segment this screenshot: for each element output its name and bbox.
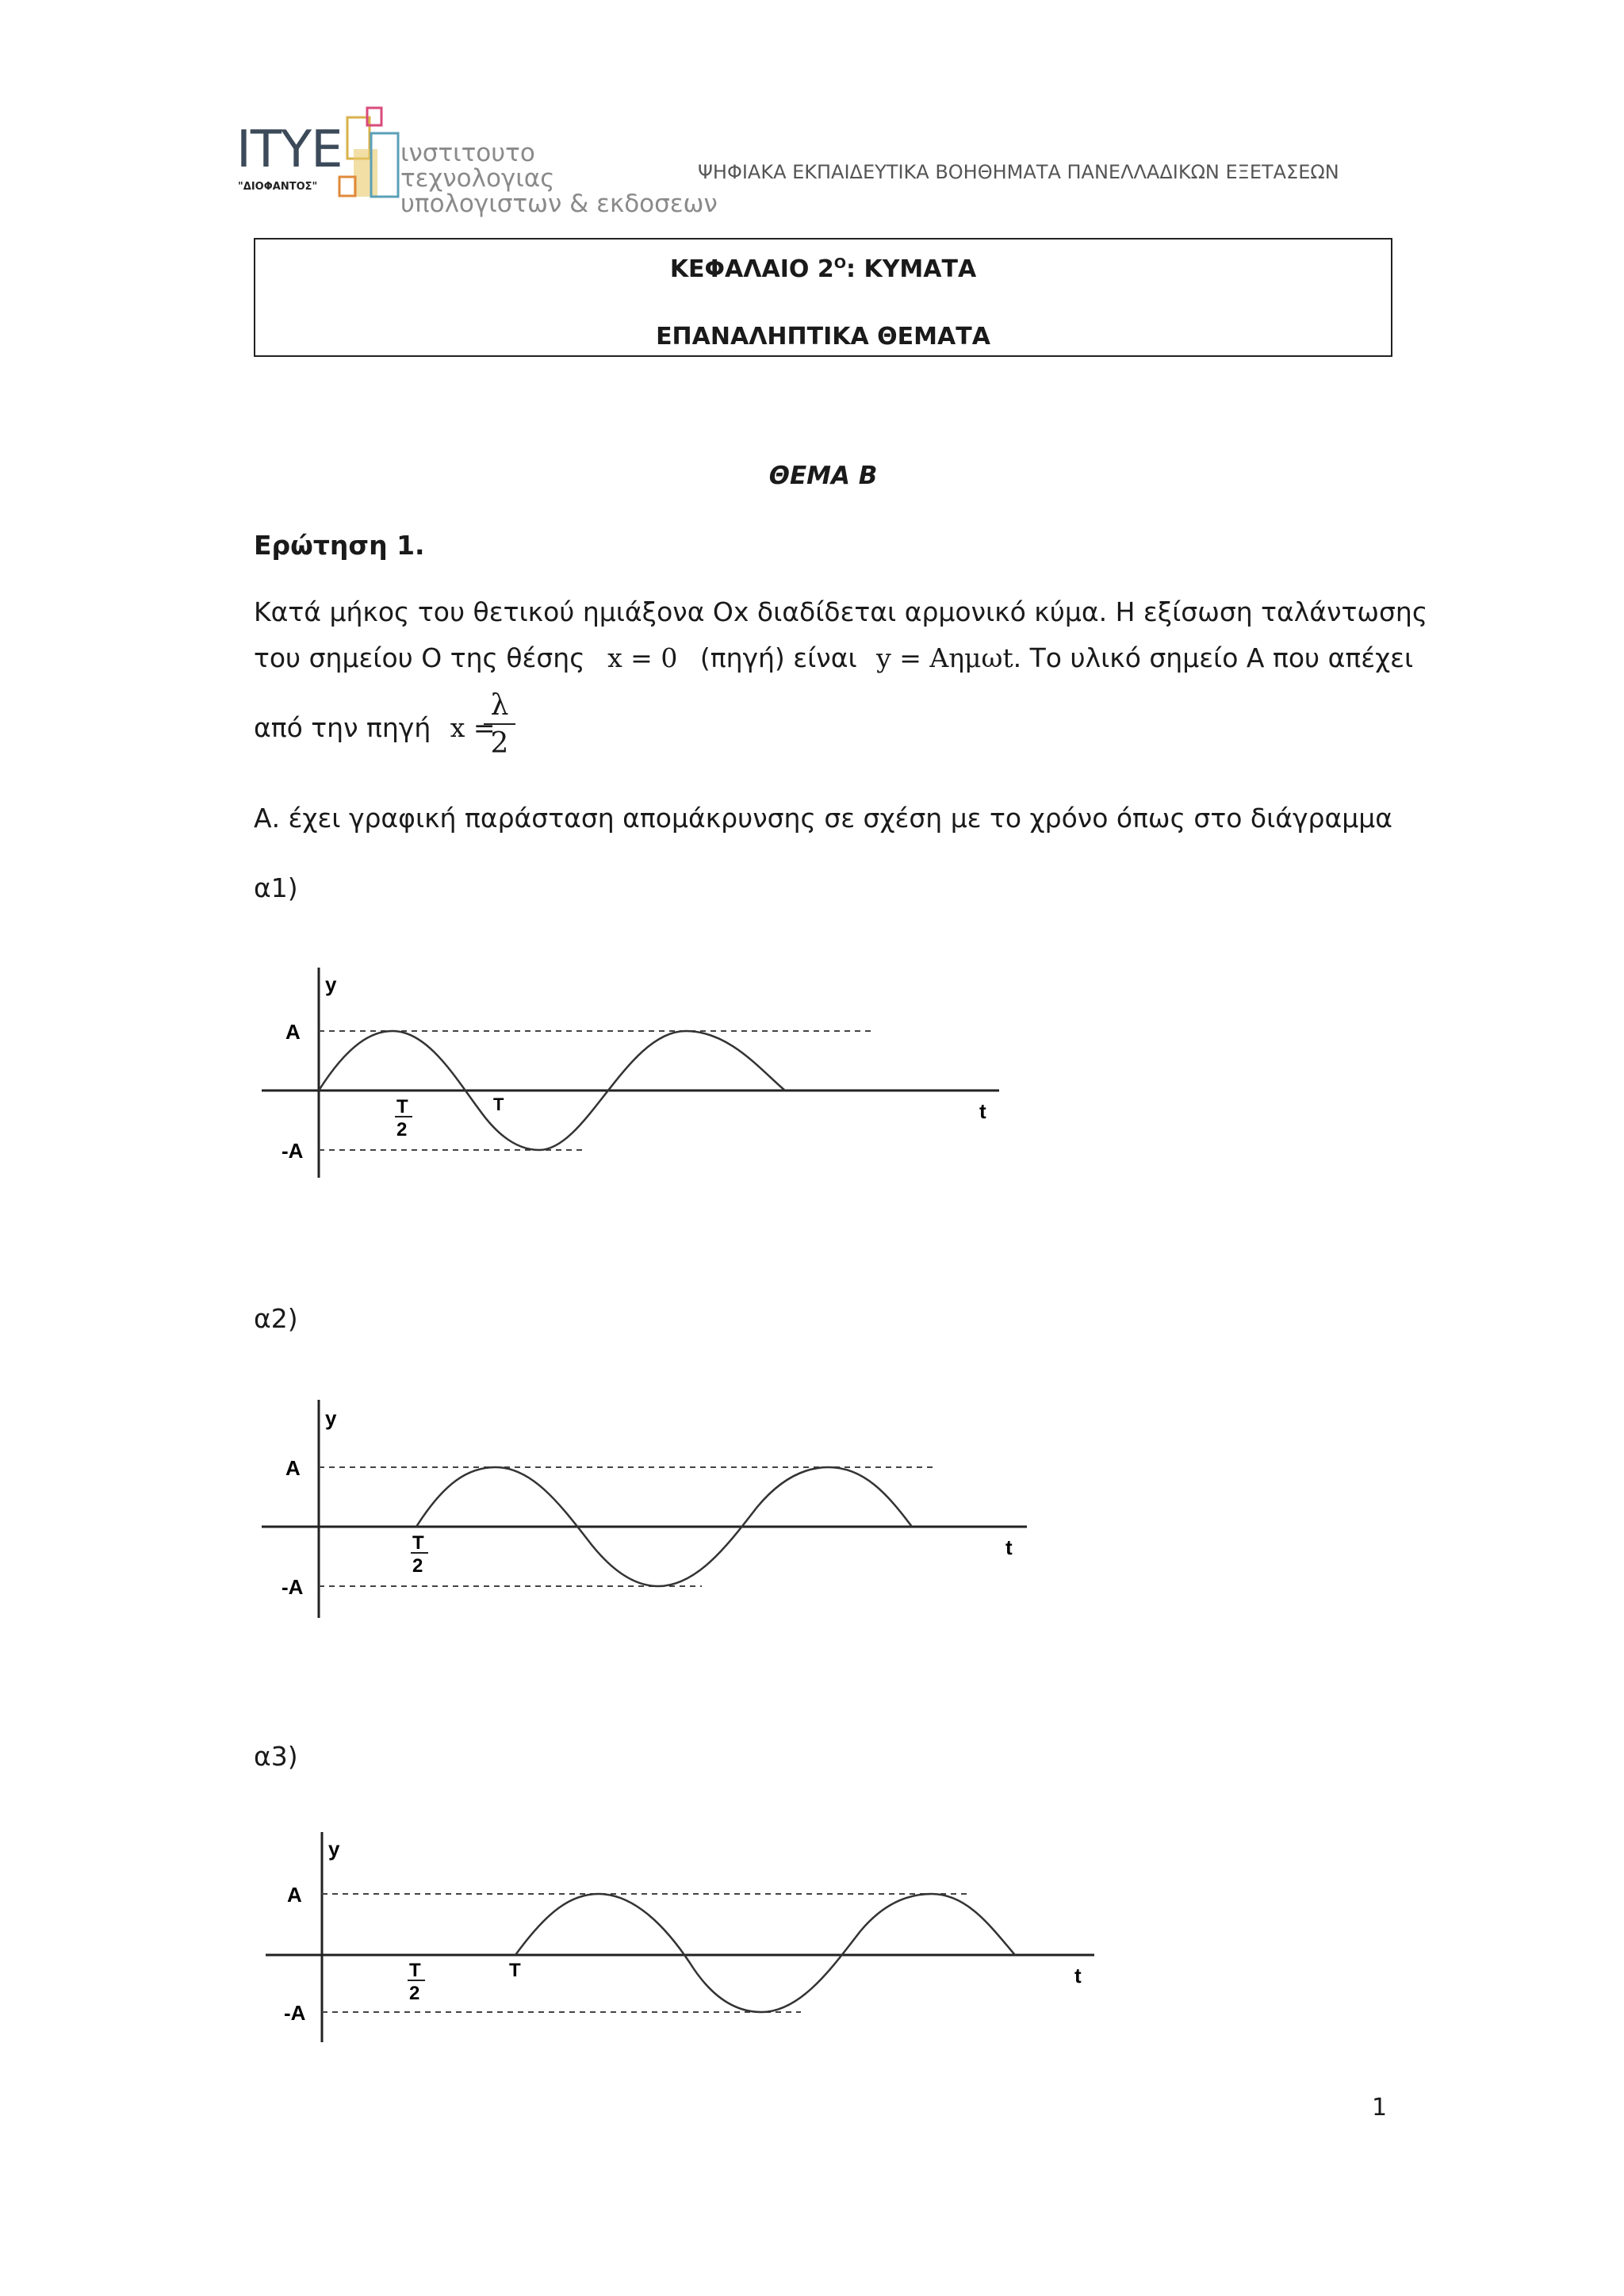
period-label: T (509, 1960, 521, 1981)
fraction-lambda-over-2 (484, 688, 515, 763)
graph-a3 (254, 1824, 1094, 2054)
question-heading: Ερώτηση 1. (254, 530, 425, 561)
body-line-3 (254, 712, 496, 743)
half-period-num: T (409, 1960, 421, 1981)
half-period-num: T (396, 1096, 408, 1117)
y-axis-label: y (328, 1837, 340, 1861)
half-period-den: 2 (396, 1119, 408, 1140)
logo-line-1: ινστιτουτο (400, 139, 535, 167)
amplitude-label: A (287, 1883, 302, 1907)
option-a2-label: α2) (254, 1303, 298, 1334)
line3-text: από την πηγή (254, 712, 431, 743)
t-axis-label: t (1074, 1964, 1082, 1987)
math-x-equals-0: x = 0 (607, 642, 678, 673)
amplitude-label: A (285, 1020, 301, 1044)
neg-amplitude-label: -A (282, 1139, 304, 1163)
page-number: 1 (1372, 2094, 1388, 2122)
line2-text-a: του σημείου Ο της θέσης (254, 642, 585, 673)
header-title: ΨΗΦΙΑΚΑ ΕΚΠΑΙΔΕΥΤΙΚΑ ΒΟΗΘΗΜΑΤΑ ΠΑΝΕΛΛΑΔΙΚΩΝ ΕΞΕΤΑΣΕΩΝ (698, 161, 1339, 183)
chapter-subtitle: ΕΠΑΝΑΛΗΠΤΙΚΑ ΘΕΜΑΤΑ (656, 323, 990, 351)
logo-line-2: τεχνολογιας (400, 164, 555, 193)
option-a1-label: α1) (254, 872, 298, 903)
math-x-equals: x = (450, 712, 496, 743)
half-period-den: 2 (409, 1983, 420, 2004)
fraction-numerator: λ (484, 688, 515, 725)
option-a3-label: α3) (254, 1741, 298, 1772)
y-axis-label: y (325, 1406, 337, 1430)
part-a-text: Α. έχει γραφική παράσταση απομάκρυνσης σε σχέση με το χρόνο όπως στο διάγραμμα (254, 803, 1392, 834)
graph-a2 (254, 1392, 1031, 1630)
t-axis-label: t (1005, 1535, 1013, 1559)
fraction-denominator: 2 (490, 727, 509, 760)
chapter-post: : ΚΥΜΑΤΑ (846, 255, 977, 283)
neg-amplitude-label: -A (282, 1575, 304, 1599)
line2-text-b: (πηγή) είναι (699, 642, 857, 673)
theme-heading: ΘΕΜΑ Β (768, 462, 878, 490)
y-axis-label: y (325, 972, 337, 996)
chapter-title (254, 255, 1392, 283)
period-label: T (493, 1094, 504, 1114)
line2-text-c: . Το υλικό σημείο Α που απέχει (1013, 642, 1414, 673)
t-axis-label: t (979, 1099, 986, 1123)
logo-subtitle: "ΔΙΟΦΑΝΤΟΣ" (238, 181, 318, 193)
logo-line-3: υπολογιστων & εκδοσεων (400, 190, 718, 218)
logo-text: ΙΤΥΕ (236, 121, 343, 179)
graph-a1 (254, 960, 1015, 1190)
chapter-pre: ΚΕΦΑΛΑΙΟ 2 (669, 255, 834, 283)
math-wave-equation: y = Αημωt (876, 642, 1013, 673)
body-line-2 (254, 642, 1414, 673)
neg-amplitude-label: -A (284, 2001, 306, 2025)
body-line-1: Κατά μήκος του θετικού ημιάξονα Οx διαδίδεται αρμονικό κύμα. Η εξίσωση ταλάντωσης (254, 596, 1428, 627)
half-period-den: 2 (412, 1555, 423, 1577)
wave-curve (515, 1894, 1015, 2012)
half-period-num: T (412, 1532, 424, 1554)
chapter-sup: Ο (833, 255, 847, 272)
amplitude-label: A (285, 1456, 301, 1480)
